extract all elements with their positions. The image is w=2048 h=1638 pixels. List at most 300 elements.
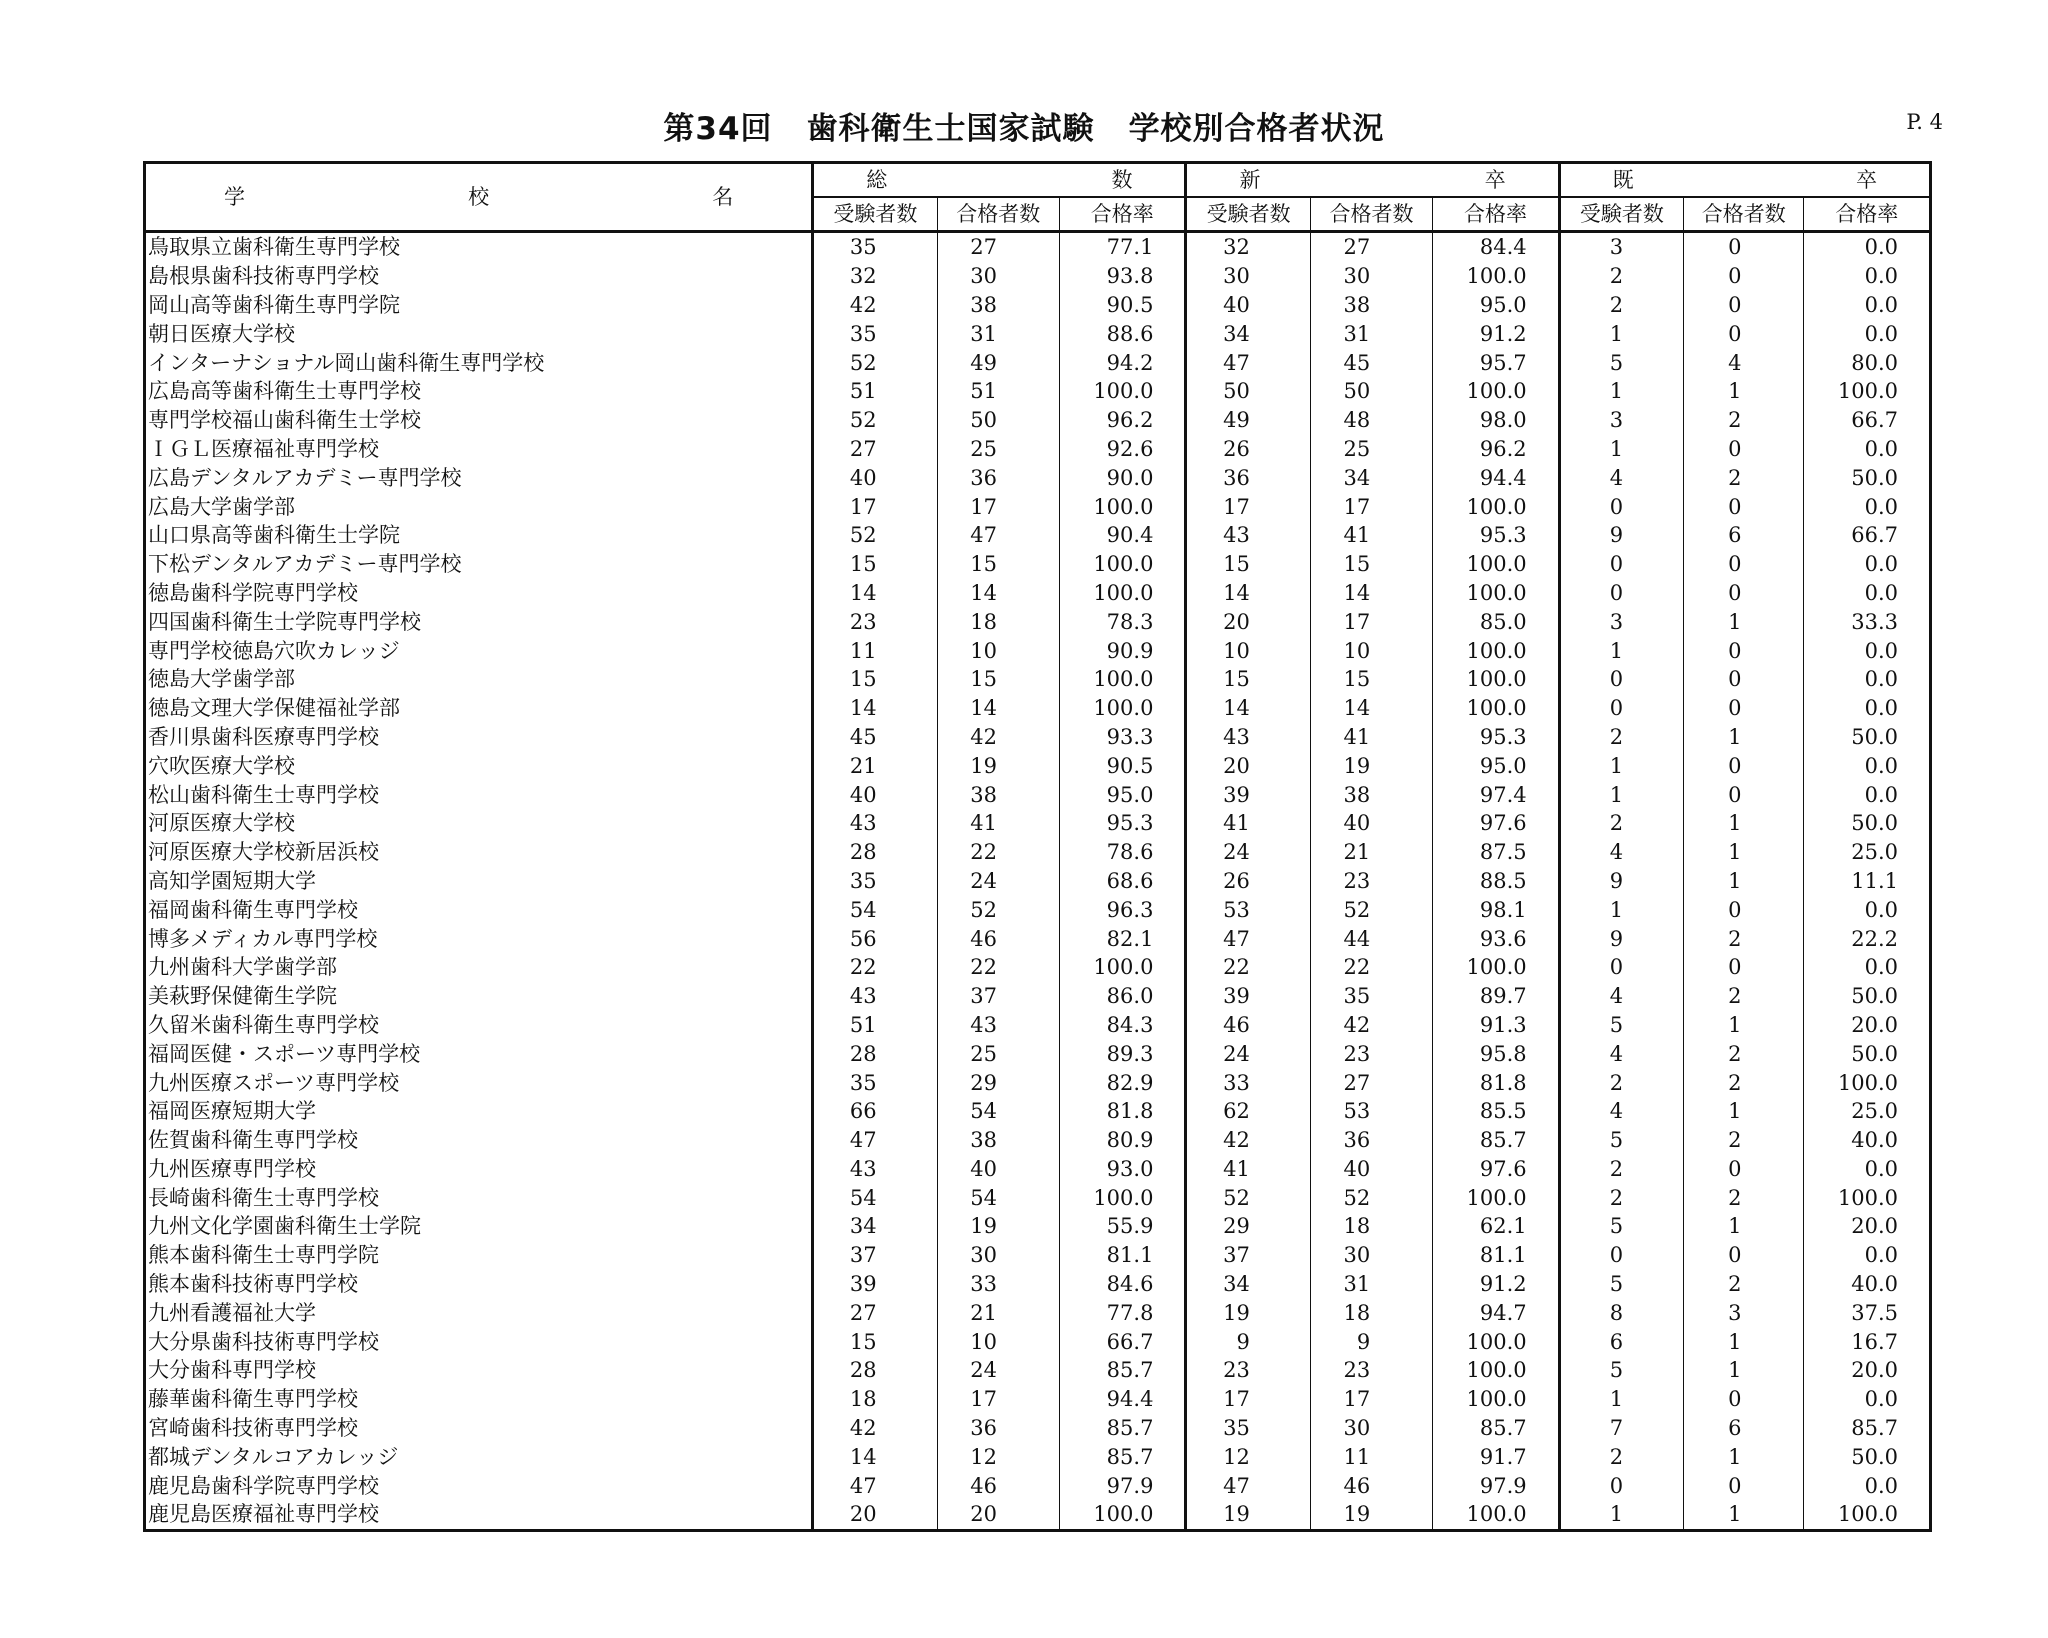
prev-examinees-cell: 1 [1559, 895, 1683, 924]
total-rate-cell: 89.3 [1060, 1039, 1186, 1068]
prev-rate-cell: 0.0 [1804, 636, 1931, 665]
total-rate-cell: 90.9 [1060, 636, 1186, 665]
school-name-cell: 高知学園短期大学 [145, 867, 813, 896]
new-passers-cell: 34 [1310, 463, 1432, 492]
new-examinees-cell: 62 [1186, 1097, 1310, 1126]
school-name-cell: 久留米歯科衛生専門学校 [145, 1011, 813, 1040]
school-name-cell: 長崎歯科衛生士専門学校 [145, 1183, 813, 1212]
prev-passers-cell: 1 [1684, 1212, 1804, 1241]
new-passers-cell: 10 [1310, 636, 1432, 665]
total-passers-cell: 37 [937, 982, 1059, 1011]
total-passers-cell: 14 [937, 579, 1059, 608]
school-name-cell: 河原医療大学校新居浜校 [145, 838, 813, 867]
prev-rate-cell: 50.0 [1804, 463, 1931, 492]
new-rate-cell: 100.0 [1433, 262, 1559, 291]
new-examinees-cell: 19 [1186, 1298, 1310, 1327]
new-rate-cell: 95.0 [1433, 291, 1559, 320]
new-passers-cell: 40 [1310, 1155, 1432, 1184]
new-examinees-cell: 43 [1186, 521, 1310, 550]
prev-rate-cell: 37.5 [1804, 1298, 1931, 1327]
total-examinees-cell: 18 [813, 1385, 937, 1414]
prev-rate-cell: 20.0 [1804, 1356, 1931, 1385]
school-name-cell: 広島高等歯科衛生士専門学校 [145, 377, 813, 406]
total-examinees-cell: 40 [813, 463, 937, 492]
table-row [145, 435, 1931, 464]
total-passers-cell: 15 [937, 550, 1059, 579]
prev-passers-cell: 3 [1684, 1298, 1804, 1327]
school-name-header [145, 163, 813, 232]
table-row [145, 694, 1931, 723]
total-rate-cell: 100.0 [1060, 665, 1186, 694]
prev-rate-cell: 80.0 [1804, 348, 1931, 377]
new-rate-cell: 91.3 [1433, 1011, 1559, 1040]
new-passers-cell: 30 [1310, 1241, 1432, 1270]
prev-rate-cell: 85.7 [1804, 1414, 1931, 1443]
prev-examinees-cell: 5 [1559, 1212, 1683, 1241]
prev-rate-cell: 0.0 [1804, 262, 1931, 291]
total-examinees-cell: 15 [813, 1327, 937, 1356]
table-row [145, 1212, 1931, 1241]
total-passers-cell: 30 [937, 1241, 1059, 1270]
prev-rate-cell: 25.0 [1804, 838, 1931, 867]
prev-rate-cell: 22.2 [1804, 924, 1931, 953]
new-examinees-cell: 12 [1186, 1442, 1310, 1471]
table-row [145, 1126, 1931, 1155]
prev-examinees-cell: 9 [1559, 867, 1683, 896]
school-name-cell: 九州歯科大学歯学部 [145, 953, 813, 982]
total-passers-cell: 38 [937, 291, 1059, 320]
prev-examinees-cell: 4 [1559, 982, 1683, 1011]
total-examinees-cell: 43 [813, 1155, 937, 1184]
prev-examinees-cell: 1 [1559, 435, 1683, 464]
table-row [145, 1011, 1931, 1040]
total-passers-cell: 17 [937, 1385, 1059, 1414]
total-passers-cell: 18 [937, 607, 1059, 636]
new-rate-cell: 95.3 [1433, 521, 1559, 550]
table-row [145, 463, 1931, 492]
new-passers-cell: 9 [1310, 1327, 1432, 1356]
table-row [145, 377, 1931, 406]
title-exam-name: 歯科衛生士国家試験 [806, 111, 1095, 147]
new-rate-cell: 100.0 [1433, 953, 1559, 982]
prev-examinees-cell: 2 [1559, 809, 1683, 838]
prev-passers-cell: 1 [1684, 867, 1804, 896]
new-rate-cell: 85.7 [1433, 1414, 1559, 1443]
prev-passers-cell: 2 [1684, 924, 1804, 953]
prev-passers-cell: 0 [1684, 953, 1804, 982]
school-name-cell: 徳島文理大学保健福祉学部 [145, 694, 813, 723]
prev-examinees-cell: 5 [1559, 1270, 1683, 1299]
new-examinees-cell: 34 [1186, 1270, 1310, 1299]
school-name-cell: 岡山高等歯科衛生専門学院 [145, 291, 813, 320]
new-passers-cell: 19 [1310, 751, 1432, 780]
prev-examinees-cell: 5 [1559, 348, 1683, 377]
new-examinees-cell: 41 [1186, 809, 1310, 838]
school-name-cell: 熊本歯科技術専門学校 [145, 1270, 813, 1299]
new-examinees-cell: 37 [1186, 1241, 1310, 1270]
new-examinees-cell: 39 [1186, 982, 1310, 1011]
table-row [145, 406, 1931, 435]
col-header-examinees: 受験者数 [1186, 197, 1310, 232]
col-header-examinees: 受験者数 [813, 197, 937, 232]
new-rate-cell: 100.0 [1433, 694, 1559, 723]
total-rate-cell: 95.0 [1060, 780, 1186, 809]
prev-rate-cell: 0.0 [1804, 953, 1931, 982]
new-examinees-cell: 24 [1186, 1039, 1310, 1068]
table-row [145, 1097, 1931, 1126]
new-rate-cell: 100.0 [1433, 1327, 1559, 1356]
school-name-cell: 九州医療スポーツ専門学校 [145, 1068, 813, 1097]
total-rate-cell: 100.0 [1060, 550, 1186, 579]
new-passers-cell: 18 [1310, 1298, 1432, 1327]
school-name-cell: 香川県歯科医療専門学校 [145, 723, 813, 752]
prev-rate-cell: 0.0 [1804, 1241, 1931, 1270]
total-rate-cell: 93.0 [1060, 1155, 1186, 1184]
new-examinees-cell: 46 [1186, 1011, 1310, 1040]
new-rate-cell: 95.8 [1433, 1039, 1559, 1068]
new-passers-cell: 22 [1310, 953, 1432, 982]
school-name-cell: 佐賀歯科衛生専門学校 [145, 1126, 813, 1155]
prev-rate-cell: 40.0 [1804, 1126, 1931, 1155]
table-row [145, 579, 1931, 608]
col-header-passers: 合格者数 [937, 197, 1059, 232]
new-examinees-cell: 42 [1186, 1126, 1310, 1155]
school-name-cell: 専門学校徳島穴吹カレッジ [145, 636, 813, 665]
prev-examinees-cell: 2 [1559, 262, 1683, 291]
prev-rate-cell: 100.0 [1804, 1500, 1931, 1530]
new-rate-cell: 97.6 [1433, 809, 1559, 838]
prev-examinees-cell: 2 [1559, 1068, 1683, 1097]
total-examinees-cell: 17 [813, 492, 937, 521]
new-rate-cell: 84.4 [1433, 232, 1559, 262]
school-name-cell: 九州医療専門学校 [145, 1155, 813, 1184]
total-passers-cell: 17 [937, 492, 1059, 521]
prev-passers-cell: 0 [1684, 895, 1804, 924]
prev-passers-cell: 1 [1684, 377, 1804, 406]
prev-rate-cell: 100.0 [1804, 1068, 1931, 1097]
total-passers-cell: 14 [937, 694, 1059, 723]
prev-passers-cell: 1 [1684, 1327, 1804, 1356]
total-passers-cell: 38 [937, 1126, 1059, 1155]
table-row [145, 550, 1931, 579]
prev-examinees-cell: 1 [1559, 780, 1683, 809]
total-examinees-cell: 47 [813, 1126, 937, 1155]
school-name-cell: インターナショナル岡山歯科衛生専門学校 [145, 348, 813, 377]
total-rate-cell: 93.8 [1060, 262, 1186, 291]
prev-examinees-cell: 7 [1559, 1414, 1683, 1443]
total-passers-cell: 21 [937, 1298, 1059, 1327]
prev-examinees-cell: 1 [1559, 636, 1683, 665]
total-examinees-cell: 20 [813, 1500, 937, 1530]
prev-rate-cell: 0.0 [1804, 232, 1931, 262]
new-rate-cell: 100.0 [1433, 377, 1559, 406]
new-passers-cell: 48 [1310, 406, 1432, 435]
total-examinees-cell: 40 [813, 780, 937, 809]
new-examinees-cell: 40 [1186, 291, 1310, 320]
prev-passers-cell: 0 [1684, 1155, 1804, 1184]
new-passers-cell: 14 [1310, 579, 1432, 608]
prev-passers-cell: 1 [1684, 1500, 1804, 1530]
prev-examinees-cell: 0 [1559, 550, 1683, 579]
new-rate-cell: 85.0 [1433, 607, 1559, 636]
new-rate-cell: 96.2 [1433, 435, 1559, 464]
total-rate-cell: 77.8 [1060, 1298, 1186, 1327]
prev-rate-cell: 50.0 [1804, 982, 1931, 1011]
prev-passers-cell: 0 [1684, 492, 1804, 521]
total-passers-cell: 40 [937, 1155, 1059, 1184]
table-row [145, 636, 1931, 665]
school-name-cell: ＩＧＬ医療福祉専門学校 [145, 435, 813, 464]
total-examinees-cell: 27 [813, 435, 937, 464]
school-name-cell: 美萩野保健衛生学院 [145, 982, 813, 1011]
new-examinees-cell: 17 [1186, 1385, 1310, 1414]
total-passers-cell: 24 [937, 1356, 1059, 1385]
table-row [145, 665, 1931, 694]
new-passers-cell: 35 [1310, 982, 1432, 1011]
new-examinees-cell: 33 [1186, 1068, 1310, 1097]
new-rate-cell: 100.0 [1433, 1385, 1559, 1414]
new-passers-cell: 19 [1310, 1500, 1432, 1530]
prev-examinees-cell: 3 [1559, 406, 1683, 435]
total-examinees-cell: 39 [813, 1270, 937, 1299]
total-passers-cell: 22 [937, 838, 1059, 867]
new-examinees-cell: 47 [1186, 1471, 1310, 1500]
table-row [145, 838, 1931, 867]
new-passers-cell: 52 [1310, 895, 1432, 924]
total-examinees-cell: 42 [813, 291, 937, 320]
prev-rate-cell: 0.0 [1804, 895, 1931, 924]
new-examinees-cell: 20 [1186, 751, 1310, 780]
total-examinees-cell: 35 [813, 232, 937, 262]
prev-rate-cell: 11.1 [1804, 867, 1931, 896]
new-rate-cell: 98.0 [1433, 406, 1559, 435]
total-rate-cell: 86.0 [1060, 982, 1186, 1011]
table-body [145, 232, 1931, 1531]
total-rate-cell: 100.0 [1060, 1500, 1186, 1530]
total-rate-cell: 95.3 [1060, 809, 1186, 838]
new-passers-cell: 14 [1310, 694, 1432, 723]
total-examinees-cell: 43 [813, 982, 937, 1011]
new-examinees-cell: 17 [1186, 492, 1310, 521]
new-passers-cell: 17 [1310, 492, 1432, 521]
total-examinees-cell: 22 [813, 953, 937, 982]
prev-rate-cell: 50.0 [1804, 809, 1931, 838]
school-name-cell: 鳥取県立歯科衛生専門学校 [145, 232, 813, 262]
total-rate-cell: 100.0 [1060, 377, 1186, 406]
prev-examinees-cell: 4 [1559, 1097, 1683, 1126]
school-name-cell: 鹿児島医療福祉専門学校 [145, 1500, 813, 1530]
new-examinees-cell: 30 [1186, 262, 1310, 291]
new-rate-cell: 94.7 [1433, 1298, 1559, 1327]
prev-passers-cell: 0 [1684, 636, 1804, 665]
total-rate-cell: 77.1 [1060, 232, 1186, 262]
table-row [145, 492, 1931, 521]
new-rate-cell: 95.3 [1433, 723, 1559, 752]
new-passers-cell: 41 [1310, 723, 1432, 752]
prev-rate-cell: 50.0 [1804, 723, 1931, 752]
school-name-cell: 広島大学歯学部 [145, 492, 813, 521]
table-header [145, 163, 1931, 232]
total-passers-cell: 52 [937, 895, 1059, 924]
total-rate-cell: 97.9 [1060, 1471, 1186, 1500]
prev-passers-cell: 1 [1684, 1011, 1804, 1040]
table-row [145, 521, 1931, 550]
table-row [145, 1500, 1931, 1530]
prev-rate-cell: 0.0 [1804, 780, 1931, 809]
prev-rate-cell: 0.0 [1804, 1471, 1931, 1500]
total-passers-cell: 51 [937, 377, 1059, 406]
total-rate-cell: 78.3 [1060, 607, 1186, 636]
table-row [145, 1356, 1931, 1385]
new-examinees-cell: 15 [1186, 665, 1310, 694]
total-examinees-cell: 43 [813, 809, 937, 838]
title-exam-number: 第34回 [663, 111, 773, 147]
total-rate-cell: 90.0 [1060, 463, 1186, 492]
total-rate-cell: 100.0 [1060, 492, 1186, 521]
prev-rate-cell: 0.0 [1804, 751, 1931, 780]
prev-passers-cell: 1 [1684, 1442, 1804, 1471]
new-examinees-cell: 20 [1186, 607, 1310, 636]
total-rate-cell: 93.3 [1060, 723, 1186, 752]
total-rate-cell: 94.4 [1060, 1385, 1186, 1414]
new-examinees-cell: 53 [1186, 895, 1310, 924]
total-passers-cell: 31 [937, 319, 1059, 348]
prev-examinees-cell: 0 [1559, 1241, 1683, 1270]
school-name-cell: 穴吹医療大学校 [145, 751, 813, 780]
new-passers-cell: 52 [1310, 1183, 1432, 1212]
new-rate-cell: 91.2 [1433, 319, 1559, 348]
prev-examinees-cell: 0 [1559, 1471, 1683, 1500]
total-examinees-cell: 52 [813, 406, 937, 435]
new-rate-cell: 100.0 [1433, 1183, 1559, 1212]
total-rate-cell: 92.6 [1060, 435, 1186, 464]
total-rate-cell: 55.9 [1060, 1212, 1186, 1241]
new-rate-cell: 85.5 [1433, 1097, 1559, 1126]
prev-passers-cell: 1 [1684, 1097, 1804, 1126]
prev-examinees-cell: 1 [1559, 1500, 1683, 1530]
total-rate-cell: 85.7 [1060, 1414, 1186, 1443]
col-header-passers: 合格者数 [1684, 197, 1804, 232]
new-rate-cell: 100.0 [1433, 636, 1559, 665]
new-rate-cell: 87.5 [1433, 838, 1559, 867]
school-name-cell: 島根県歯科技術専門学校 [145, 262, 813, 291]
total-examinees-cell: 35 [813, 1068, 937, 1097]
prev-passers-cell: 2 [1684, 982, 1804, 1011]
total-passers-cell: 49 [937, 348, 1059, 377]
new-passers-cell: 18 [1310, 1212, 1432, 1241]
school-name-cell: 専門学校福山歯科衛生士学校 [145, 406, 813, 435]
new-rate-cell: 91.2 [1433, 1270, 1559, 1299]
prev-passers-cell: 2 [1684, 406, 1804, 435]
school-name-cell: 福岡医健・スポーツ専門学校 [145, 1039, 813, 1068]
new-passers-cell: 25 [1310, 435, 1432, 464]
table-row [145, 291, 1931, 320]
total-passers-cell: 20 [937, 1500, 1059, 1530]
table-row [145, 982, 1931, 1011]
prev-passers-cell: 0 [1684, 1471, 1804, 1500]
prev-passers-cell: 0 [1684, 751, 1804, 780]
new-passers-cell: 46 [1310, 1471, 1432, 1500]
new-examinees-cell: 9 [1186, 1327, 1310, 1356]
prev-examinees-cell: 1 [1559, 377, 1683, 406]
prev-passers-cell: 0 [1684, 435, 1804, 464]
new-rate-cell: 91.7 [1433, 1442, 1559, 1471]
prev-examinees-cell: 5 [1559, 1011, 1683, 1040]
total-examinees-cell: 52 [813, 521, 937, 550]
total-passers-cell: 12 [937, 1442, 1059, 1471]
total-passers-cell: 33 [937, 1270, 1059, 1299]
school-name-cell: 朝日医療大学校 [145, 319, 813, 348]
total-examinees-cell: 54 [813, 1183, 937, 1212]
prev-rate-cell: 40.0 [1804, 1270, 1931, 1299]
prev-passers-cell: 0 [1684, 291, 1804, 320]
prev-passers-cell: 0 [1684, 780, 1804, 809]
prev-examinees-cell: 5 [1559, 1126, 1683, 1155]
new-examinees-cell: 26 [1186, 435, 1310, 464]
school-name-cell: 下松デンタルアカデミー専門学校 [145, 550, 813, 579]
total-examinees-cell: 54 [813, 895, 937, 924]
total-examinees-cell: 35 [813, 867, 937, 896]
school-name-cell: 河原医療大学校 [145, 809, 813, 838]
total-examinees-cell: 45 [813, 723, 937, 752]
new-rate-cell: 100.0 [1433, 665, 1559, 694]
school-name-cell: 大分歯科専門学校 [145, 1356, 813, 1385]
prev-examinees-cell: 2 [1559, 1155, 1683, 1184]
new-examinees-cell: 52 [1186, 1183, 1310, 1212]
prev-rate-cell: 100.0 [1804, 377, 1931, 406]
prev-passers-cell: 1 [1684, 809, 1804, 838]
total-examinees-cell: 32 [813, 262, 937, 291]
school-name-cell: 徳島歯科学院専門学校 [145, 579, 813, 608]
prev-examinees-cell: 2 [1559, 1442, 1683, 1471]
school-name-cell: 松山歯科衛生士専門学校 [145, 780, 813, 809]
new-examinees-cell: 15 [1186, 550, 1310, 579]
prev-examinees-cell: 9 [1559, 521, 1683, 550]
total-passers-cell: 30 [937, 262, 1059, 291]
prev-examinees-cell: 9 [1559, 924, 1683, 953]
school-header-char: 学 [224, 185, 245, 209]
new-passers-cell: 45 [1310, 348, 1432, 377]
new-passers-cell: 15 [1310, 550, 1432, 579]
school-name-cell: 徳島大学歯学部 [145, 665, 813, 694]
total-rate-cell: 100.0 [1060, 1183, 1186, 1212]
table-row [145, 1327, 1931, 1356]
new-examinees-cell: 36 [1186, 463, 1310, 492]
school-name-cell: 四国歯科衛生士学院専門学校 [145, 607, 813, 636]
prev-rate-cell: 20.0 [1804, 1011, 1931, 1040]
total-passers-cell: 19 [937, 1212, 1059, 1241]
total-passers-cell: 43 [937, 1011, 1059, 1040]
prev-passers-cell: 1 [1684, 607, 1804, 636]
prev-rate-cell: 20.0 [1804, 1212, 1931, 1241]
prev-rate-cell: 25.0 [1804, 1097, 1931, 1126]
total-examinees-cell: 37 [813, 1241, 937, 1270]
table-row [145, 1385, 1931, 1414]
new-passers-cell: 15 [1310, 665, 1432, 694]
table-row [145, 1155, 1931, 1184]
new-examinees-cell: 47 [1186, 348, 1310, 377]
total-examinees-cell: 14 [813, 694, 937, 723]
table-row [145, 723, 1931, 752]
total-passers-cell: 46 [937, 1471, 1059, 1500]
prev-rate-cell: 0.0 [1804, 694, 1931, 723]
school-name-cell: 藤華歯科衛生専門学校 [145, 1385, 813, 1414]
total-passers-cell: 41 [937, 809, 1059, 838]
new-rate-cell: 95.0 [1433, 751, 1559, 780]
new-rate-cell: 89.7 [1433, 982, 1559, 1011]
new-rate-cell: 97.6 [1433, 1155, 1559, 1184]
prev-rate-cell: 0.0 [1804, 435, 1931, 464]
